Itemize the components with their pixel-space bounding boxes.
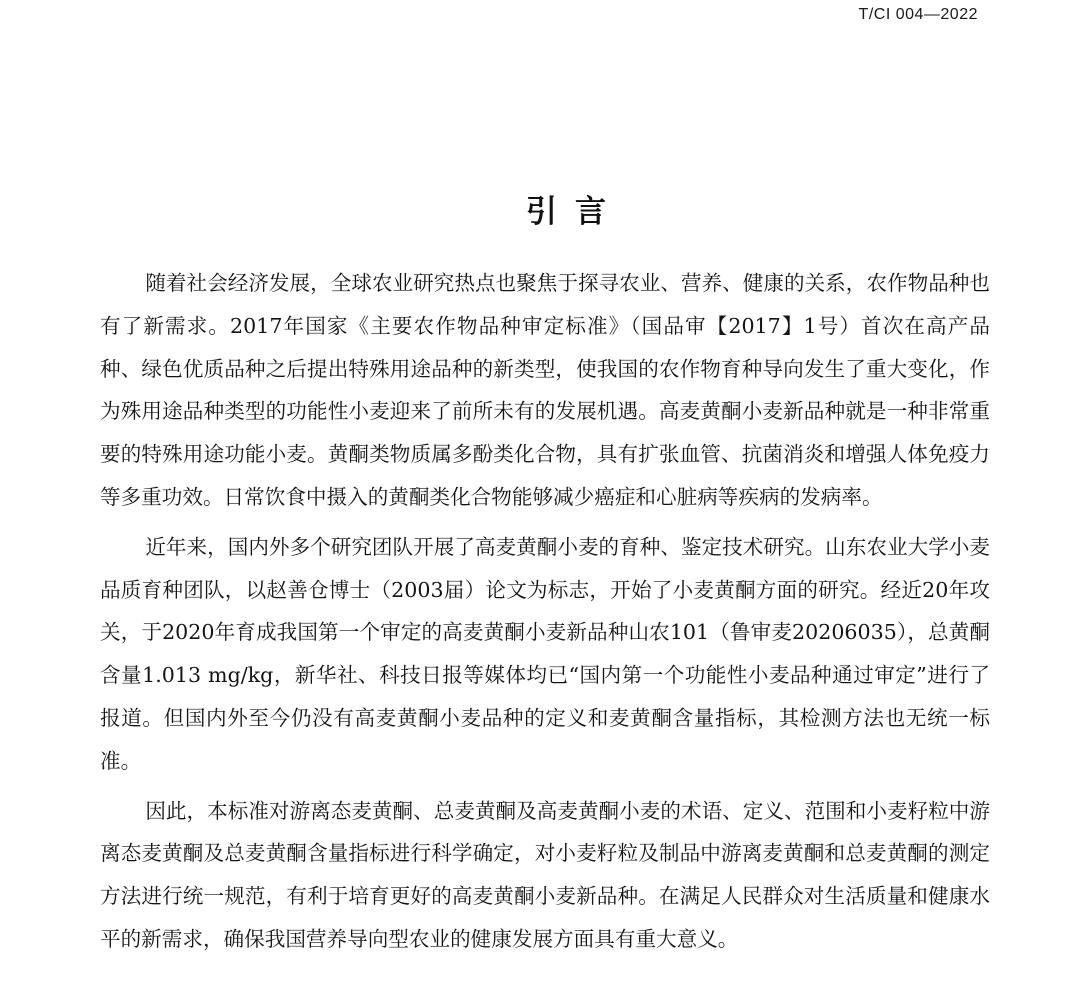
document-code: T/CI 004—2022: [858, 6, 978, 23]
page-title: 引言: [526, 194, 624, 230]
document-body: [100, 262, 990, 961]
paragraph-3: 因此，本标准对游离态麦黄酮、总麦黄酮及高麦黄酮小麦的术语、定义、范围和小麦籽粒中游离态麦黄酮及总麦黄酮含量指标进行科学确定，对小麦籽粒及制品中游离麦黄酮和总麦黄酮的测定方法进行统一规范，有利于培育更好的高麦黄酮小麦新品种。在满足人民群众对生活质量和健康水平的新需求，确保我国营养导向型农业的健康发展方面具有重大意义。: [100, 798, 990, 951]
paragraph-1: 随着社会经济发展，全球农业研究热点也聚焦于探寻农业、营养、健康的关系，农作物品种也有了新需求。2017年国家《主要农作物品种审定标准》（国品审【2017】1号）首次在高产品种、绿色优质品种之后提出特殊用途品种的新类型，使我国的农作物育种导向发生了重大变化，作为殊用途品种类型的功能性小麦迎来了前所未有的发展机遇。高麦黄酮小麦新品种就是一种非常重要的特殊用途功能小麦。黄酮类物质属多酚类化合物，具有扩张血管、抗菌消炎和增强人体免疫力等多重功效。日常饮食中摄入的黄酮类化合物能够减少癌症和心脏病等疾病的发病率。: [100, 271, 990, 509]
paragraph-2: 近年来，国内外多个研究团队开展了高麦黄酮小麦的育种、鉴定技术研究。山东农业大学小麦品质育种团队，以赵善仓博士（2003届）论文为标志，开始了小麦黄酮方面的研究。经近20年攻关，于2020年育成我国第一个审定的高麦黄酮小麦新品种山农101（鲁审麦20206035），总黄酮含量1.013 mg/kg，新华社、科技日报等媒体均已“国内第一个功能性小麦品种通过审定”进行了报道。但国内外至今仍没有高麦黄酮小麦品种的定义和麦黄酮含量指标，其检测方法也无统一标准。: [100, 534, 990, 773]
